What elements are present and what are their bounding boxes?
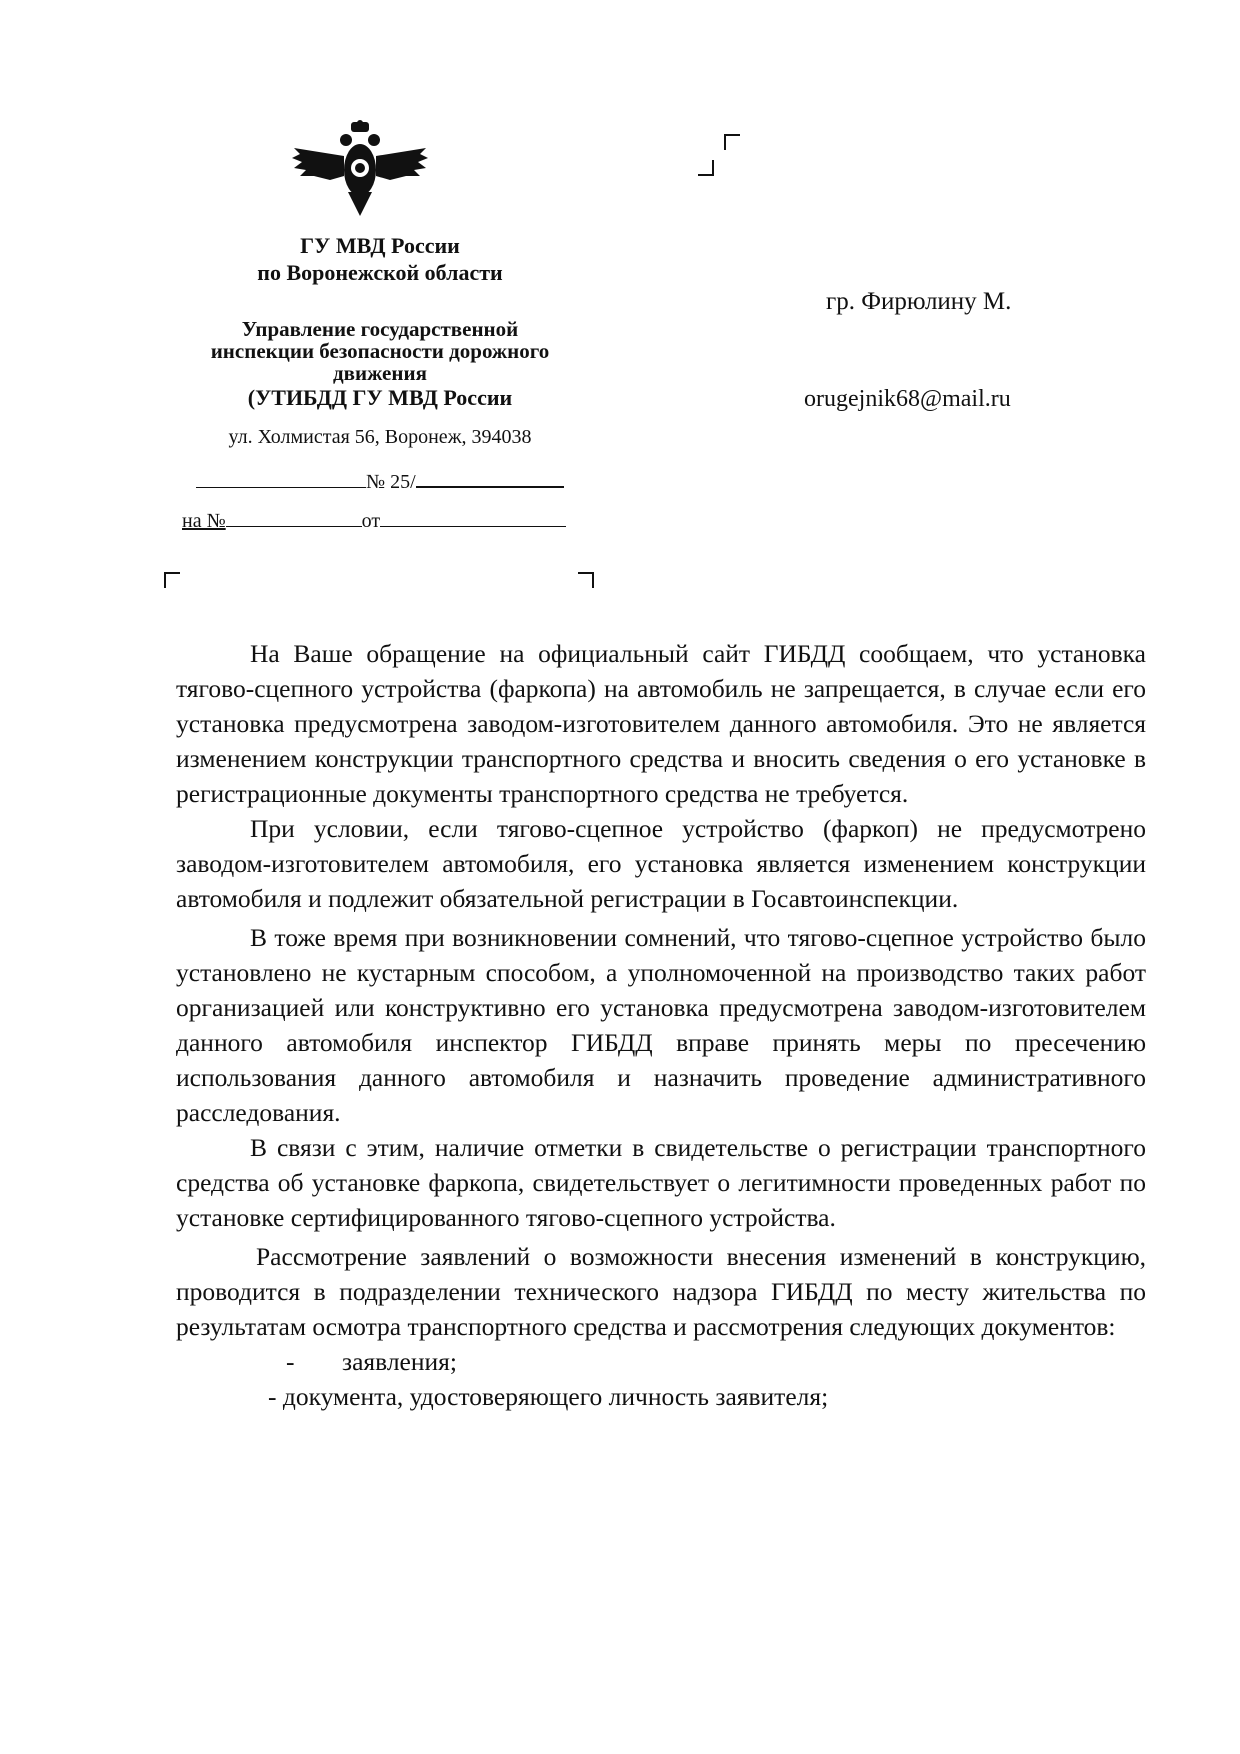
corner-mark-left [164, 572, 180, 588]
recipient-email: orugejnik68@mail.ru [804, 386, 1011, 412]
corner-mark-bottom-right [698, 160, 714, 176]
dept-line-2: инспекции безопасности дорожного [210, 339, 550, 363]
ref-date-blank [380, 508, 566, 527]
dept-line-4: (УТИБДД ГУ МВД России [247, 385, 513, 410]
number-blank [416, 468, 564, 488]
paragraph-2: При условии, если тягово-сцепное устройство (фаркоп) не предусмотрено заводом-изготовителем автомобиля, его установка является изменением конструкции автомобиля и подлежит обязательной регистрации в Госавтоинспекции. [176, 814, 1146, 913]
list-dash: - [286, 1347, 295, 1376]
org-line-1: ГУ МВД России [300, 233, 460, 258]
sender-address: ул. Холмистая 56, Воронеж, 394038 [228, 426, 532, 448]
ref-number-blank [226, 508, 362, 527]
paragraph-3: В тоже время при возникновении сомнений, что тягово-сцепное устройство было установлено не кустарным способом, а уполномоченной на производство таких работ организацией или конструктивно его установка предусмотрена заводом-изготовителем данного автомобиля инспектор ГИБДД вправе принять меры по пресечению использования данного автомобиля и назначить проведение административного расследования. [176, 923, 1146, 1127]
ref-ot-label: от [361, 510, 381, 532]
dept-line-1: Управление государственной [241, 317, 519, 341]
outgoing-number-line [196, 468, 564, 494]
recipient-name: гр. Фирюлину М. [826, 288, 1012, 315]
date-blank [196, 469, 366, 488]
number-label: № 25/ [366, 471, 416, 493]
org-line-2: по Воронежской области [257, 260, 503, 285]
list-item-1 [176, 1344, 1146, 1379]
letter-body [176, 636, 1146, 1414]
paragraph-5: Рассмотрение заявлений о возможности внесения изменений в конструкцию, проводится в подразделении технического надзора ГИБДД по месту жительства по результатам осмотра транспортного средства и рассмотрения следующих документов: [176, 1242, 1146, 1341]
corner-mark-right [578, 572, 594, 588]
emblem-eagle-icon [290, 120, 430, 220]
list-item-2: - документа, удостоверяющего личность заявителя; [268, 1382, 829, 1411]
paragraph-4: В связи с этим, наличие отметки в свидетельстве о регистрации транспортного средства об установке фаркопа, свидетельствует о легитимности проведенных работ по установке сертифицированного тягово-сцепного устройства. [176, 1133, 1146, 1232]
dept-line-3: движения [333, 361, 427, 385]
paragraph-1: На Ваше обращение на официальный сайт ГИБДД сообщаем, что установка тягово-сцепного устройства (фаркопа) на автомобиль не запрещается, в случае если его установка предусмотрена заводом-изготовителем данного автомобиля. Это не является изменением конструкции транспортного средства и вносить сведения о его установке в регистрационные документы транспортного средства не требуется. [176, 639, 1146, 808]
corner-mark-top-left [724, 134, 740, 150]
organization-name [170, 232, 590, 286]
reference-number-line [182, 508, 566, 533]
department-name [170, 318, 590, 412]
list-item-1-text: заявления; [342, 1347, 457, 1376]
ref-na-label: на № [182, 510, 226, 532]
